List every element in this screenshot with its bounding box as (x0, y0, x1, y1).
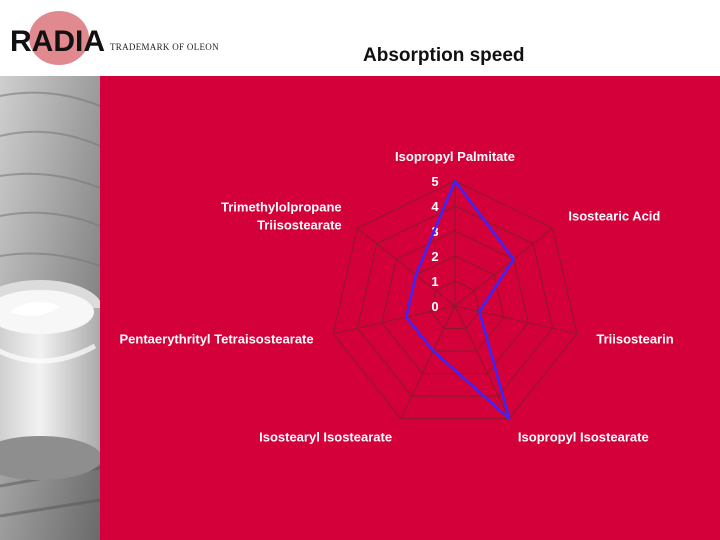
slide-title: Absorption speed (363, 45, 525, 66)
tick-label: 5 (431, 174, 439, 189)
category-label: Pentaerythrityl Tetraisostearate (119, 331, 314, 347)
category-label: Isostearic Acid (568, 208, 661, 224)
category-label: Isostearyl Isostearate (259, 429, 393, 445)
tick-label: 1 (431, 274, 439, 289)
radar-grid (333, 181, 577, 419)
category-label: Trimethylolpropane Triisostearate (220, 199, 342, 233)
category-label: Isopropyl Palmitate (395, 149, 515, 164)
tick-label: 0 (431, 299, 439, 314)
radar-series (406, 181, 513, 419)
trademark-text: TRADEMARK OF OLEON (110, 42, 219, 52)
tick-label: 4 (431, 199, 439, 214)
category-labels (120, 149, 674, 445)
tick-label: 3 (431, 224, 439, 239)
tick-label: 2 (431, 249, 439, 264)
category-label: Isopropyl Isostearate (517, 429, 649, 445)
series-line (406, 181, 513, 419)
category-label: Triisostearin (596, 331, 674, 347)
logo-wordmark: RADIA (10, 25, 105, 58)
